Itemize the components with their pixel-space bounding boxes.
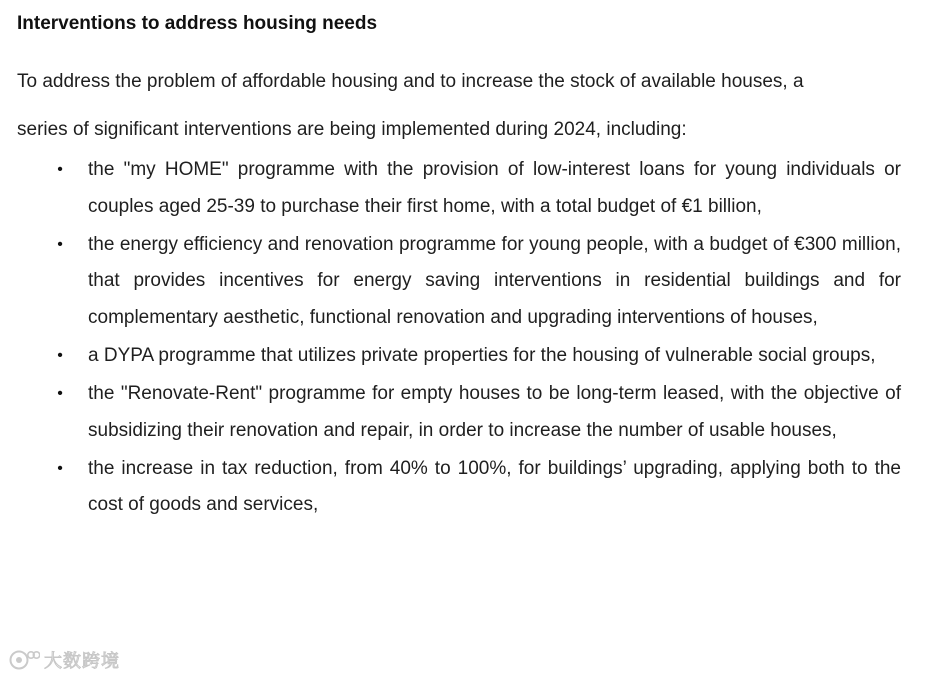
- watermark-logo-icon: [8, 648, 40, 672]
- bullet-icon: •: [57, 161, 63, 178]
- list-item: [0, 227, 927, 337]
- list-item-text: a DYPA programme that utilizes private properties for the housing of vulnerable social groups,: [88, 344, 876, 366]
- watermark: [8, 645, 120, 675]
- watermark-text: 大数跨境: [44, 651, 120, 672]
- list-item-text: the "Renovate-Rent" programme for empty houses to be long-term leased, with the objective of subsidizing their renovation and repair, in order to increase the number of usable houses,: [88, 383, 901, 441]
- list-item-text: the "my HOME" programme with the provision of low-interest loans for young individuals or couples aged 25-39 to purchase their first home, with a total budget of €1 billion,: [88, 159, 901, 217]
- intro-line: To address the problem of affordable housing and to increase the stock of available houses, a: [17, 71, 804, 92]
- interventions-list: [0, 152, 927, 525]
- bullet-icon: •: [57, 235, 63, 253]
- section-heading: Interventions to address housing needs: [17, 13, 378, 34]
- list-item: [0, 376, 927, 449]
- list-item: [0, 152, 927, 225]
- list-item: [0, 451, 927, 524]
- list-item: [0, 338, 927, 375]
- list-item-text: the increase in tax reduction, from 40% to 100%, for buildings’ upgrading, applying both to the cost of goods and services,: [88, 457, 901, 516]
- bullet-icon: •: [57, 346, 63, 364]
- intro-paragraph: [17, 58, 907, 154]
- bullet-icon: •: [57, 459, 63, 477]
- bullet-icon: •: [57, 385, 63, 403]
- list-item-text: the energy efficiency and renovation programme for young people, with a budget of €300 million, that provides incentives for energy saving interventions in residential buildings and for complementary aesthetic, functional renovation and upgrading interventions of houses,: [88, 233, 901, 328]
- intro-line: series of significant interventions are being implemented during 2024, including:: [17, 119, 687, 140]
